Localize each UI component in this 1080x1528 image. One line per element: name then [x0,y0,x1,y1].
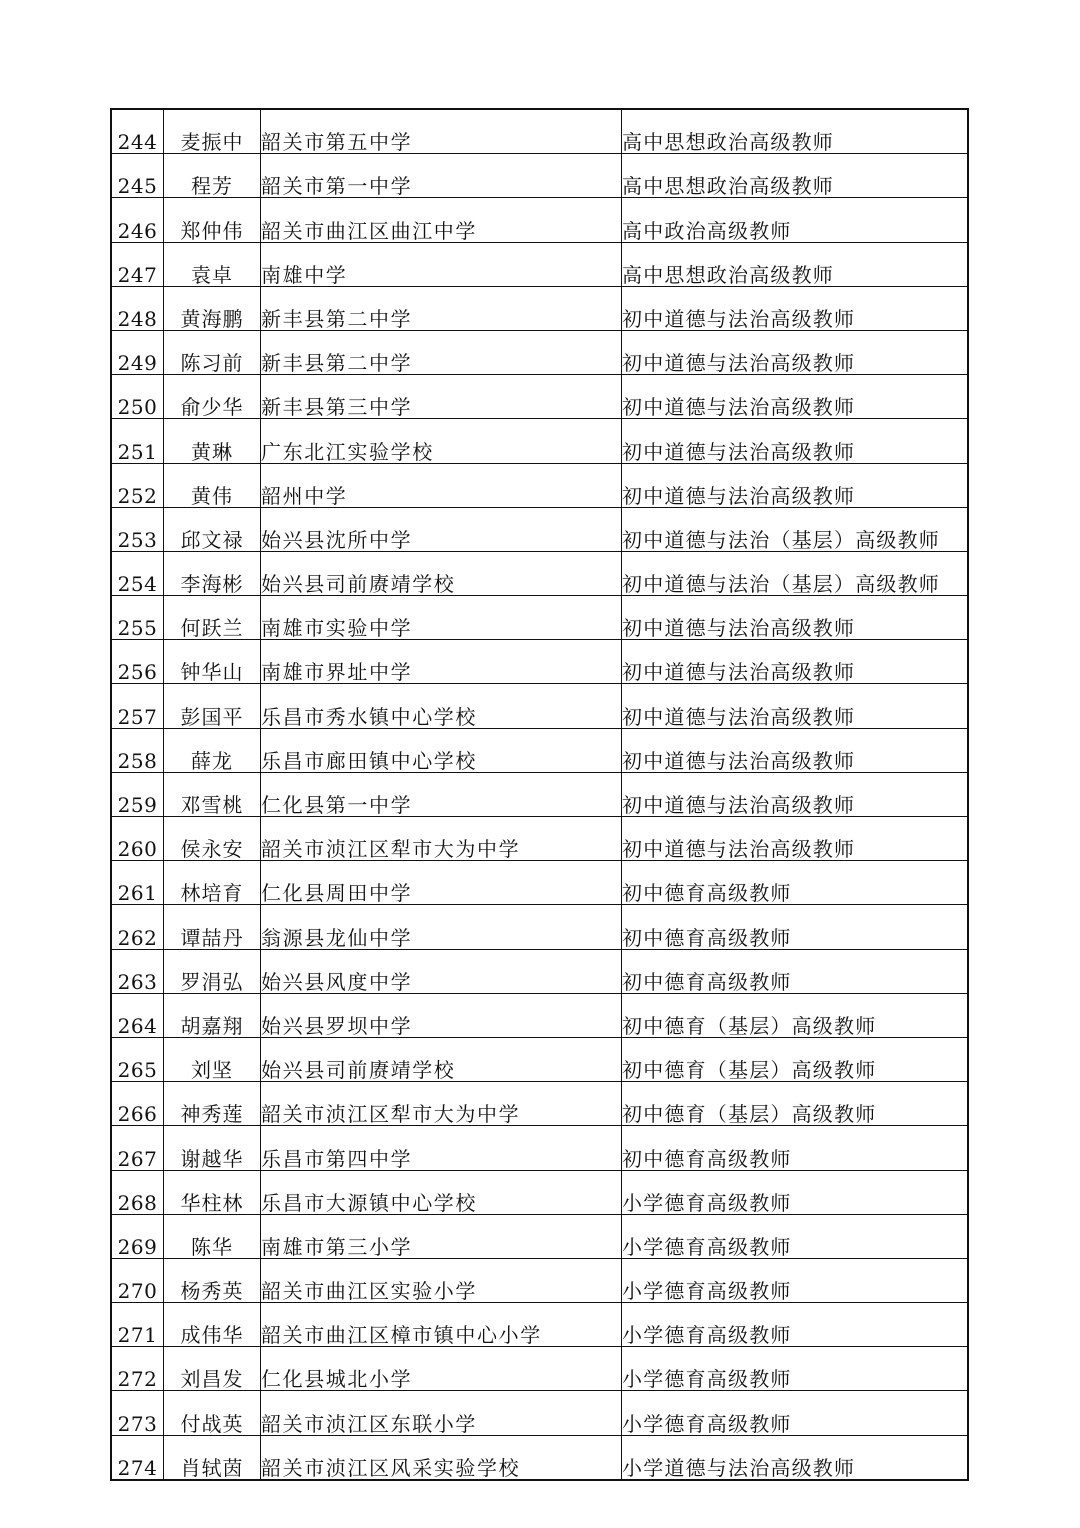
table-row [111,551,968,595]
title-cell: 小学道德与法治高级教师 [622,1435,969,1480]
row-number-cell: 261 [111,861,164,905]
table-row [111,1214,968,1258]
name-cell: 刘坚 [164,1037,261,1081]
row-number-cell: 249 [111,330,164,374]
name-cell: 刘昌发 [164,1347,261,1391]
school-cell: 南雄市界址中学 [261,640,622,684]
title-cell: 小学德育高级教师 [622,1214,969,1258]
title-cell: 高中思想政治高级教师 [622,242,969,286]
name-cell: 俞少华 [164,375,261,419]
row-number-cell: 259 [111,772,164,816]
row-number-cell: 251 [111,419,164,463]
school-cell: 南雄中学 [261,242,622,286]
name-cell: 肖轼茵 [164,1435,261,1480]
row-number-cell: 272 [111,1347,164,1391]
row-number-cell: 262 [111,905,164,949]
school-cell: 仁化县周田中学 [261,861,622,905]
title-cell: 初中道德与法治高级教师 [622,640,969,684]
school-cell: 韶关市浈江区犁市大为中学 [261,817,622,861]
school-cell: 韶关市第五中学 [261,109,622,154]
school-cell: 新丰县第三中学 [261,375,622,419]
name-cell: 何跃兰 [164,596,261,640]
table-row [111,1303,968,1347]
title-cell: 初中德育（基层）高级教师 [622,1082,969,1126]
title-cell: 初中德育高级教师 [622,949,969,993]
table-row [111,419,968,463]
table-row [111,684,968,728]
table-row [111,1391,968,1435]
table-row [111,993,968,1037]
table-row [111,198,968,242]
teacher-list-table [110,108,969,1481]
table-row [111,330,968,374]
name-cell: 成伟华 [164,1303,261,1347]
name-cell: 薛龙 [164,728,261,772]
title-cell: 小学德育高级教师 [622,1170,969,1214]
row-number-cell: 269 [111,1214,164,1258]
title-cell: 初中道德与法治高级教师 [622,772,969,816]
table-row [111,1435,968,1480]
row-number-cell: 265 [111,1037,164,1081]
row-number-cell: 270 [111,1258,164,1302]
row-number-cell: 271 [111,1303,164,1347]
school-cell: 新丰县第二中学 [261,330,622,374]
name-cell: 谢越华 [164,1126,261,1170]
name-cell: 付战英 [164,1391,261,1435]
school-cell: 始兴县罗坝中学 [261,993,622,1037]
school-cell: 始兴县司前赓靖学校 [261,551,622,595]
name-cell: 彭国平 [164,684,261,728]
table-row [111,640,968,684]
name-cell: 钟华山 [164,640,261,684]
school-cell: 韶关市浈江区东联小学 [261,1391,622,1435]
name-cell: 黄海鹏 [164,286,261,330]
table-row [111,507,968,551]
table-body [111,109,968,1480]
school-cell: 仁化县城北小学 [261,1347,622,1391]
row-number-cell: 274 [111,1435,164,1480]
school-cell: 韶关市曲江区曲江中学 [261,198,622,242]
table-row [111,905,968,949]
title-cell: 初中道德与法治高级教师 [622,375,969,419]
school-cell: 乐昌市廊田镇中心学校 [261,728,622,772]
name-cell: 神秀莲 [164,1082,261,1126]
table-row [111,286,968,330]
row-number-cell: 247 [111,242,164,286]
name-cell: 谭喆丹 [164,905,261,949]
title-cell: 初中道德与法治（基层）高级教师 [622,551,969,595]
table-row [111,1082,968,1126]
title-cell: 小学德育高级教师 [622,1258,969,1302]
title-cell: 初中道德与法治高级教师 [622,728,969,772]
title-cell: 初中道德与法治高级教师 [622,684,969,728]
title-cell: 初中德育（基层）高级教师 [622,1037,969,1081]
school-cell: 韶州中学 [261,463,622,507]
row-number-cell: 263 [111,949,164,993]
title-cell: 小学德育高级教师 [622,1303,969,1347]
title-cell: 初中德育高级教师 [622,861,969,905]
school-cell: 南雄市第三小学 [261,1214,622,1258]
school-cell: 始兴县司前赓靖学校 [261,1037,622,1081]
row-number-cell: 273 [111,1391,164,1435]
name-cell: 杨秀英 [164,1258,261,1302]
row-number-cell: 266 [111,1082,164,1126]
school-cell: 广东北江实验学校 [261,419,622,463]
name-cell: 麦振中 [164,109,261,154]
title-cell: 高中思想政治高级教师 [622,154,969,198]
school-cell: 乐昌市第四中学 [261,1126,622,1170]
school-cell: 新丰县第二中学 [261,286,622,330]
table-row [111,861,968,905]
row-number-cell: 258 [111,728,164,772]
name-cell: 侯永安 [164,817,261,861]
title-cell: 高中思想政治高级教师 [622,109,969,154]
title-cell: 初中道德与法治高级教师 [622,463,969,507]
table-row [111,1170,968,1214]
school-cell: 乐昌市大源镇中心学校 [261,1170,622,1214]
title-cell: 小学德育高级教师 [622,1347,969,1391]
table-row [111,109,968,154]
row-number-cell: 248 [111,286,164,330]
title-cell: 初中道德与法治（基层）高级教师 [622,507,969,551]
row-number-cell: 257 [111,684,164,728]
row-number-cell: 264 [111,993,164,1037]
name-cell: 黄琳 [164,419,261,463]
table-row [111,154,968,198]
name-cell: 程芳 [164,154,261,198]
school-cell: 翁源县龙仙中学 [261,905,622,949]
table-row [111,242,968,286]
title-cell: 初中道德与法治高级教师 [622,817,969,861]
name-cell: 李海彬 [164,551,261,595]
title-cell: 初中道德与法治高级教师 [622,419,969,463]
title-cell: 初中道德与法治高级教师 [622,286,969,330]
title-cell: 初中德育（基层）高级教师 [622,993,969,1037]
row-number-cell: 250 [111,375,164,419]
row-number-cell: 252 [111,463,164,507]
school-cell: 韶关市曲江区樟市镇中心小学 [261,1303,622,1347]
row-number-cell: 255 [111,596,164,640]
title-cell: 初中德育高级教师 [622,1126,969,1170]
name-cell: 陈华 [164,1214,261,1258]
title-cell: 初中道德与法治高级教师 [622,330,969,374]
row-number-cell: 246 [111,198,164,242]
name-cell: 胡嘉翔 [164,993,261,1037]
table-row [111,1258,968,1302]
school-cell: 仁化县第一中学 [261,772,622,816]
name-cell: 袁卓 [164,242,261,286]
title-cell: 小学德育高级教师 [622,1391,969,1435]
name-cell: 罗涓弘 [164,949,261,993]
table-row [111,1347,968,1391]
row-number-cell: 256 [111,640,164,684]
table-row [111,1037,968,1081]
table-row [111,375,968,419]
row-number-cell: 268 [111,1170,164,1214]
row-number-cell: 260 [111,817,164,861]
name-cell: 黄伟 [164,463,261,507]
row-number-cell: 267 [111,1126,164,1170]
school-cell: 韶关市浈江区风采实验学校 [261,1435,622,1480]
school-cell: 始兴县沈所中学 [261,507,622,551]
table-row [111,772,968,816]
name-cell: 邓雪桃 [164,772,261,816]
table-row [111,728,968,772]
school-cell: 南雄市实验中学 [261,596,622,640]
school-cell: 韶关市曲江区实验小学 [261,1258,622,1302]
title-cell: 初中道德与法治高级教师 [622,596,969,640]
title-cell: 初中德育高级教师 [622,905,969,949]
row-number-cell: 253 [111,507,164,551]
row-number-cell: 244 [111,109,164,154]
table-row [111,817,968,861]
name-cell: 华柱林 [164,1170,261,1214]
row-number-cell: 254 [111,551,164,595]
table-row [111,1126,968,1170]
table-row [111,463,968,507]
school-cell: 始兴县风度中学 [261,949,622,993]
table-row [111,596,968,640]
row-number-cell: 245 [111,154,164,198]
school-cell: 韶关市第一中学 [261,154,622,198]
name-cell: 陈习前 [164,330,261,374]
school-cell: 乐昌市秀水镇中心学校 [261,684,622,728]
name-cell: 邱文禄 [164,507,261,551]
title-cell: 高中政治高级教师 [622,198,969,242]
name-cell: 林培育 [164,861,261,905]
name-cell: 郑仲伟 [164,198,261,242]
table-row [111,949,968,993]
school-cell: 韶关市浈江区犁市大为中学 [261,1082,622,1126]
